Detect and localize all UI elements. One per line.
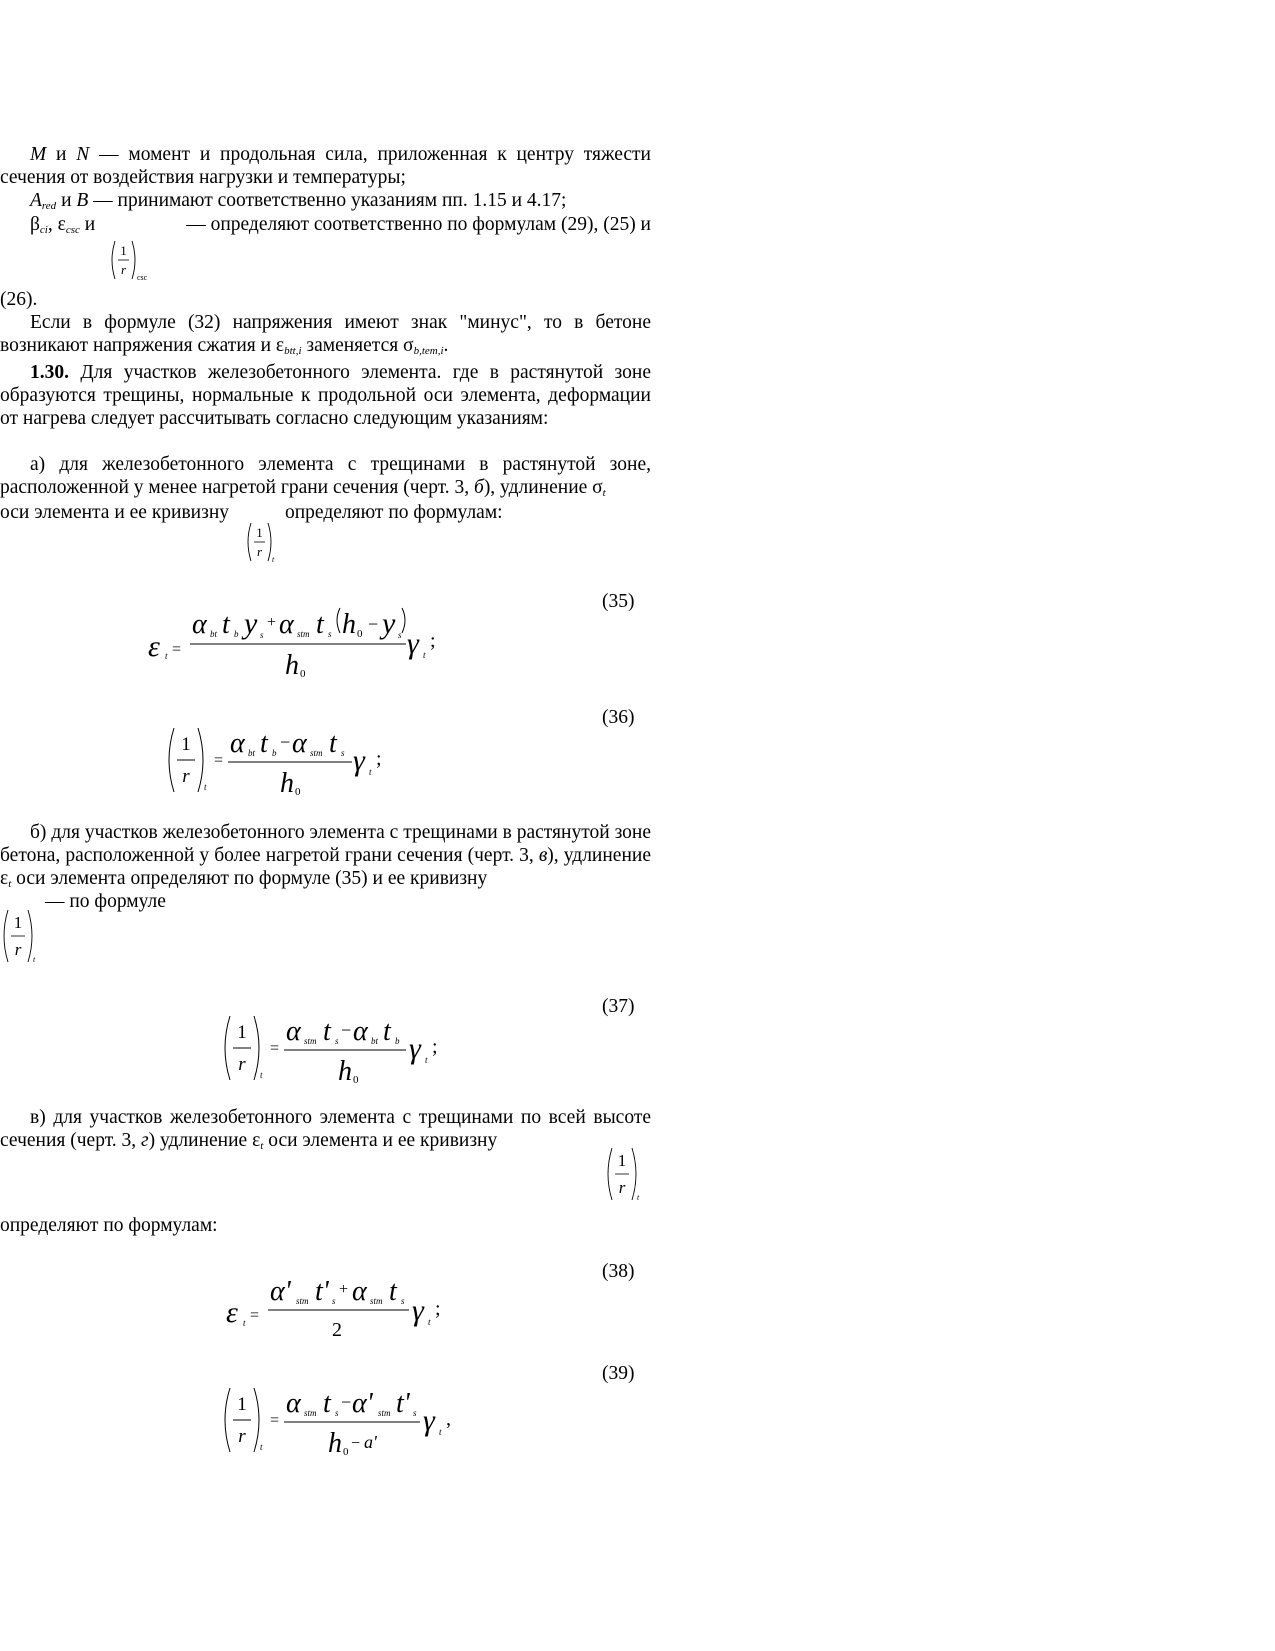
svg-text:stm: stm <box>310 748 323 758</box>
svg-text:t: t <box>637 1193 640 1202</box>
svg-text:1: 1 <box>13 913 23 932</box>
svg-text:t: t <box>260 1442 263 1452</box>
subscript-t: t <box>602 487 606 499</box>
svg-text:α': α' <box>352 1388 373 1419</box>
paragraph-a-line3b <box>285 501 503 524</box>
svg-text:y: y <box>382 607 396 640</box>
svg-text:stm: stm <box>304 1036 317 1046</box>
svg-text:−: − <box>341 1020 352 1040</box>
svg-text:α': α' <box>270 1276 291 1307</box>
text: , ε <box>47 214 66 235</box>
italic-b: б <box>474 477 484 498</box>
equation-36 <box>164 720 424 805</box>
frac-r: r <box>120 262 127 277</box>
subscript-t: t <box>8 878 12 890</box>
svg-text:bt: bt <box>371 1036 379 1046</box>
frac-sub-csc: csc <box>137 273 148 282</box>
svg-text:0: 0 <box>300 668 306 680</box>
subscript-t: t <box>260 1140 264 1152</box>
fraction-1-r-t-b <box>0 906 44 971</box>
svg-text:γ: γ <box>407 627 419 660</box>
var-B: B <box>76 190 89 211</box>
svg-text:=: = <box>270 1412 280 1429</box>
paragraph-a-line3 <box>0 501 229 524</box>
svg-text:stm: stm <box>297 629 310 639</box>
equation-number-39: (39) <box>602 1363 635 1384</box>
svg-text:t: t <box>222 609 230 640</box>
text: б) для участков железобетонного элемента с трещинами в растянутой зоне бетона, расположенной у более нагретой грани сечения (черт. 3, <box>0 822 651 866</box>
svg-text:α: α <box>292 728 307 759</box>
svg-text:=: = <box>172 641 182 658</box>
svg-text:b: b <box>272 748 277 758</box>
subscript-btem: b,tem,i <box>413 345 444 357</box>
svg-text:r: r <box>182 766 190 787</box>
italic-g: г <box>141 1130 149 1151</box>
var-M: M <box>30 144 47 165</box>
paragraph-b <box>0 821 651 890</box>
svg-text:α: α <box>286 1016 301 1047</box>
fraction-1-r-csc <box>108 238 154 289</box>
svg-text:α: α <box>286 1388 301 1419</box>
svg-text:h: h <box>280 768 294 799</box>
svg-text:r: r <box>238 1054 246 1075</box>
frac-one: 1 <box>256 525 263 540</box>
svg-text:s: s <box>401 1296 405 1306</box>
section-number: 1.30. <box>30 362 69 383</box>
paragraph-b-line4 <box>45 890 166 913</box>
svg-text:t: t <box>389 1276 397 1307</box>
svg-text:=: = <box>270 1040 280 1057</box>
svg-text:t: t <box>329 728 337 759</box>
text: оси элемента и ее кривизну <box>263 1130 498 1151</box>
equation-number-38: (38) <box>602 1261 635 1282</box>
svg-text:r: r <box>618 1178 626 1197</box>
svg-text:0: 0 <box>343 1446 349 1458</box>
svg-text:y: y <box>244 607 258 640</box>
svg-text:γ: γ <box>353 744 365 777</box>
svg-text:bt: bt <box>248 748 256 758</box>
svg-text:s: s <box>332 1296 336 1306</box>
svg-text:h: h <box>328 1428 342 1459</box>
equation-38 <box>226 1268 486 1353</box>
equation-39 <box>220 1380 480 1465</box>
svg-text:;: ; <box>435 1298 441 1320</box>
svg-text:−: − <box>368 614 379 634</box>
svg-text:t: t <box>260 728 268 759</box>
svg-text:r: r <box>14 940 22 959</box>
svg-text:stm: stm <box>304 1408 317 1418</box>
svg-text:t: t <box>316 609 324 640</box>
text: (26). <box>0 289 38 310</box>
text: — определяют соответственно по формулам (29), (25) и <box>186 214 651 235</box>
subscript-red: red <box>41 200 57 212</box>
svg-text:stm: stm <box>296 1296 309 1306</box>
beta: β <box>30 214 40 235</box>
svg-text:,: , <box>446 1408 451 1430</box>
svg-text:+: + <box>267 614 277 631</box>
svg-text:h: h <box>285 650 299 681</box>
paragraph-beta-eps <box>30 213 95 236</box>
text: а) для железобетонного элемента с трещинами в растянутой зоне, расположенной у менее нагретой грани сечения (черт. 3, <box>0 454 651 498</box>
paragraph-minus-sign <box>0 311 651 357</box>
svg-text:t': t' <box>315 1276 329 1307</box>
text: — принимают соответственно указаниям пп. 1.15 и 4.17; <box>88 190 567 211</box>
equation-number-35: (35) <box>602 591 635 612</box>
svg-text:h: h <box>338 1056 352 1087</box>
svg-text:+: + <box>339 1281 349 1298</box>
equation-number-37: (37) <box>602 996 635 1017</box>
eq-eps: ε <box>148 630 160 663</box>
svg-text:stm: stm <box>370 1296 383 1306</box>
paragraph-a <box>0 453 651 499</box>
var-N: N <box>76 144 90 165</box>
svg-text:r: r <box>238 1426 246 1447</box>
svg-text:t: t <box>428 1317 431 1327</box>
svg-text:0: 0 <box>357 628 363 640</box>
svg-text:t: t <box>323 1388 331 1419</box>
svg-text:t: t <box>323 1016 331 1047</box>
svg-text:α: α <box>353 1016 368 1047</box>
text: ) удлинение ε <box>148 1130 261 1151</box>
svg-text:−: − <box>341 1392 352 1412</box>
svg-text:stm: stm <box>378 1408 391 1418</box>
svg-text:h: h <box>342 609 356 640</box>
svg-text:s: s <box>328 629 332 639</box>
svg-text:;: ; <box>376 748 382 770</box>
svg-text:1: 1 <box>617 1151 627 1170</box>
subscript-csc: csc <box>65 224 80 236</box>
text: заменяется σ <box>301 335 414 356</box>
svg-text:s: s <box>335 1036 339 1046</box>
text: ), удлинение σ <box>483 477 603 498</box>
svg-text:α: α <box>230 728 245 759</box>
text: и <box>56 190 77 211</box>
var-A: A <box>30 190 42 211</box>
svg-text:γ: γ <box>412 1294 424 1327</box>
frac-r: r <box>256 544 263 559</box>
svg-text:t': t' <box>396 1388 410 1419</box>
svg-text:=: = <box>214 752 224 769</box>
text: — момент и продольная сила, приложенная к центру тяжести сечения от воздействия нагрузки и температуры; <box>0 144 651 188</box>
text: . <box>443 335 449 356</box>
svg-text:bt: bt <box>210 629 218 639</box>
svg-text:t: t <box>204 782 207 792</box>
svg-text:γ: γ <box>409 1032 421 1065</box>
paragraph-m-n <box>0 143 651 189</box>
svg-text:α: α <box>352 1276 367 1307</box>
svg-text:s: s <box>260 630 264 640</box>
text: Если в формуле (32) напряжения имеют знак "минус", то в бетоне возникают напряжения сжатия и ε <box>0 312 651 356</box>
svg-text:0: 0 <box>295 786 301 798</box>
text: в) для участков железобетонного элемента с трещинами по всей высоте сечения (черт. 3, <box>0 1107 651 1151</box>
svg-text:t: t <box>383 1016 391 1047</box>
text: оси элемента и ее кривизну <box>0 502 230 523</box>
svg-text:2: 2 <box>332 1319 342 1341</box>
subscript-btt: btt,i <box>284 345 302 357</box>
text: и <box>79 214 96 235</box>
svg-text:t: t <box>423 650 426 660</box>
text: оси элемента определяют по формуле (35) и ее кривизну <box>11 868 488 889</box>
paragraph-ared-b <box>0 189 651 212</box>
svg-text:γ: γ <box>423 1404 435 1437</box>
frac-one: 1 <box>120 243 127 258</box>
text: ), удлинение ε <box>0 845 651 889</box>
svg-text:t: t <box>260 1070 263 1080</box>
text: Для участков железобетонного элемента. где в растянутой зоне образуются трещины, нормальные к продольной оси элемента, деформации от нагрева следует рассчитывать согласно следующим указаниям: <box>0 362 651 429</box>
paragraph-beta-eps-tail <box>151 213 651 236</box>
paragraph-26 <box>0 288 37 311</box>
svg-text:t: t <box>425 1055 428 1065</box>
svg-text:ε: ε <box>226 1296 238 1329</box>
svg-text:t: t <box>243 1318 246 1328</box>
svg-text:−: − <box>351 1435 361 1452</box>
svg-text:−: − <box>280 732 291 752</box>
svg-text:1: 1 <box>237 1022 247 1043</box>
text: определяют по формулам: <box>0 1215 218 1236</box>
svg-text:t: t <box>165 651 168 661</box>
svg-text:s: s <box>341 748 345 758</box>
text: — по формуле <box>45 891 166 912</box>
text: и <box>46 144 77 165</box>
svg-text:1: 1 <box>237 1394 247 1415</box>
subscript-ci: ci <box>39 224 48 236</box>
svg-text:b: b <box>395 1036 400 1046</box>
svg-text:α: α <box>279 609 294 640</box>
svg-text:s: s <box>335 1408 339 1418</box>
paragraph-1-30 <box>0 361 651 430</box>
svg-text:t: t <box>33 955 36 964</box>
svg-text:t: t <box>369 767 372 777</box>
italic-v: в <box>538 845 548 866</box>
svg-text:=: = <box>250 1307 260 1324</box>
svg-text:s: s <box>398 630 402 640</box>
fraction-1-r-t <box>244 520 284 571</box>
svg-text:t: t <box>439 1427 442 1437</box>
svg-text:a': a' <box>364 1432 377 1452</box>
svg-text:b: b <box>234 629 239 639</box>
equation-number-36: (36) <box>602 707 635 728</box>
svg-text:1: 1 <box>181 734 191 755</box>
paragraph-v <box>0 1106 651 1152</box>
paragraph-v-end <box>0 1214 218 1237</box>
fraction-1-r-t-c <box>604 1144 648 1209</box>
frac-sub-t: t <box>272 555 275 564</box>
equation-35 <box>148 600 468 685</box>
svg-text:0: 0 <box>353 1074 359 1086</box>
svg-text:;: ; <box>430 630 436 652</box>
svg-text:;: ; <box>432 1036 438 1058</box>
svg-text:α: α <box>192 609 207 640</box>
svg-text:s: s <box>413 1408 417 1418</box>
equation-37 <box>220 1008 480 1093</box>
text: определяют по формулам: <box>285 502 503 523</box>
